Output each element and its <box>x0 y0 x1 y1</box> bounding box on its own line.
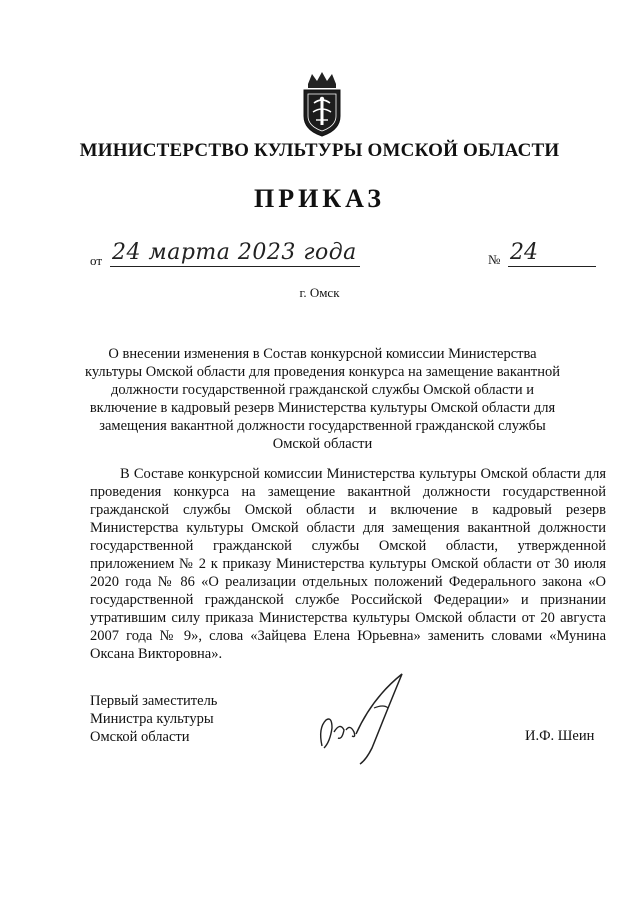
city: г. Омск <box>299 285 340 300</box>
signer-name: И.Ф. Шеин <box>525 728 595 744</box>
document-type-title: ПРИКАЗ <box>253 184 386 213</box>
ministry-name: МИНИСТЕРСТВО КУЛЬТУРЫ ОМСКОЙ ОБЛАСТИ <box>79 140 560 161</box>
handwritten-date: 24 марта 2023 года <box>112 240 357 265</box>
number-underline <box>508 266 596 267</box>
signatory-position <box>90 692 217 746</box>
position-line: Первый заместитель <box>90 693 218 709</box>
date-underline <box>110 266 360 267</box>
date-number-row <box>90 242 600 272</box>
coat-of-arms-icon <box>300 70 344 138</box>
order-body-text: В Составе конкурсной комиссии Министерства культуры Омской области для проведения конкурса на замещение вакантной должности государственной гражданской службы Омской области и включение в кадровый резерв Министерства культуры Омской области для замещения вакантной должности государственной гражданской службы Омской области, утвержденной приложением № 2 к приказу Министерства культуры Омской области от 30 июля 2020 года № 86 «О реализации отдельных положений Федерального закона «О государственной гражданской службе Российской Федерации» и признании утратившим силу приказа Министерства культуры Омской области от 20 августа 2007 года № 9», слова «Зайцева Елена Юрьевна» заменить словами «Мунина Оксана Викторовна». <box>90 466 606 662</box>
date-prefix: от <box>90 253 103 268</box>
order-subject: О внесении изменения в Состав конкурсной комиссии Министерства культуры Омской области для проведения конкурса на замещение вакантной должности государственной гражданской службы Омской области и включение в кадровый резерв Министерства культуры Омской области для замещения вакантной должности государственной гражданской службы Омской области <box>84 346 560 452</box>
number-label: № <box>488 252 501 267</box>
position-line: Омской области <box>90 729 190 745</box>
handwritten-number: 24 <box>510 240 538 265</box>
handwritten-signature-icon <box>312 668 422 768</box>
position-line: Министра культуры <box>90 711 214 727</box>
